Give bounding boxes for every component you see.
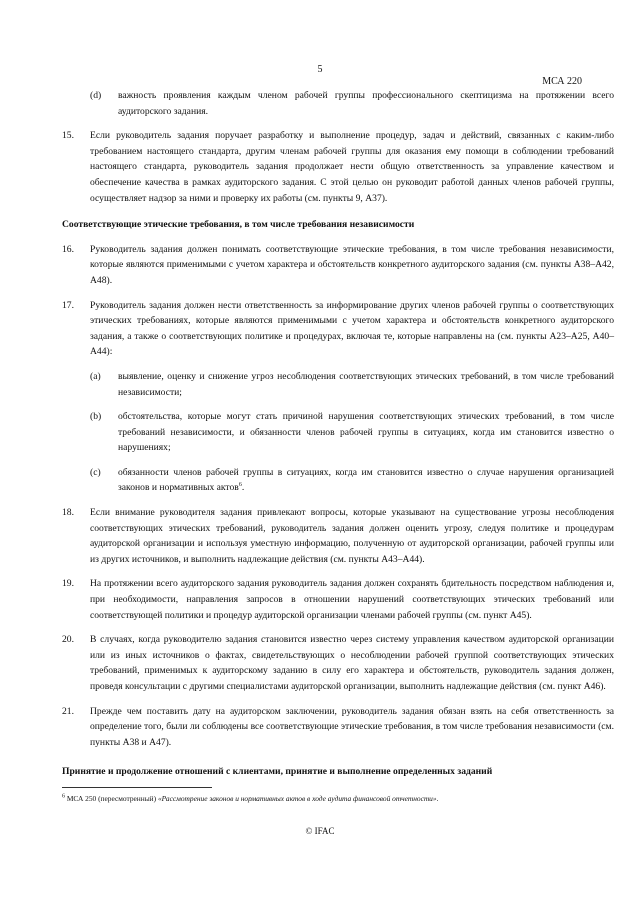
paragraph-18 [62,505,614,567]
paragraph-21 [62,704,614,751]
paragraph-text: Руководитель задания должен понимать соответствующие этические требования, в том числе требования независимости, которые являются применимыми с учетом характера и обстоятельств конкретного аудиторского задания (см. пункты А38–А42, А48). [90,243,614,286]
paragraph-15 [62,128,614,206]
paragraph-number: 20. [62,634,74,646]
item-label: (b) [90,411,102,423]
paragraph-text: В случаях, когда руководителю задания становится известно через систему управления качеством аудиторской организации или из иных источников о фактах, свидетельствующих о несоблюдении рабочей группой соответствующих этических требований, применимых к аудиторскому заданию в силу его характера и обстоятельств, руководитель задания должен, проведя консультации с другими специалистами аудиторской организации, выполнить надлежащие действия (см. пункт А46). [90,634,614,692]
paragraph-text: На протяжении всего аудиторского задания руководитель задания должен сохранять бдительность посредством наблюдения и, при необходимости, направления запросов в отношении нарушений соответствующих этических требований или соответствующей политики и процедур аудиторской организации членами рабочей группы (см. пункт А45). [90,578,614,621]
footnote-title: «Рассмотрение законов и нормативных актов в ходе аудита финансовой отчетности» [157,794,437,803]
copyright: © IFAC [305,826,335,836]
list-item-b [90,409,614,456]
paragraph-number: 18. [62,507,74,519]
item-end: . [241,482,245,494]
paragraph-text: Прежде чем поставить дату на аудиторском заключении, руководитель задания обязан взять на себя ответственность за определение того, были ли соблюдены все соответствующие этические требования, в том числе требования независимости (см. пункты А38 и А47). [90,705,614,748]
footnote [62,794,622,804]
standard-id: МСА 220 [542,76,582,87]
item-text-wrap [118,465,614,496]
item-text: выявление, оценку и снижение угроз несоблюдения соответствующих этических требований, в том числе требований независимости; [118,370,614,398]
paragraph-text: Руководитель задания должен нести ответственность за информирование других членов рабочей группы о соответствующих этических требованиях, которые являются применимыми с учетом характера и обстоятельств конкретного аудиторского задания, а также о соответствующих политике и процедурах, включая те, которые направлены на (см. пункты А23–А25, А40–А44): [90,299,614,358]
paragraph-20 [62,632,614,694]
list-item-a [90,369,614,400]
item-label: (c) [90,466,101,478]
footnote-marker: 6 [62,793,65,800]
page-number: 5 [317,64,323,75]
paragraph-19 [62,576,614,623]
paragraph-16 [62,242,614,289]
item-text: обязанности членов рабочей группы в ситуациях, когда им становится известно о случае нарушения организацией законов и нормативных актов [118,466,614,494]
section-heading-ethics: Соответствующие этические требования, в том числе требования независимости [62,219,415,231]
continuation-item [90,88,614,119]
item-label: (d) [90,90,102,101]
paragraph-text: Если руководитель задания поручает разработку и выполнение процедур, задач и действий, связанных с каким-либо требованием настоящего стандарта, другим членам рабочей группы для оказания ему помощи в соблюдении требований настоящего стандарта, руководитель задания продолжает нести общую ответственность за управление качеством и обеспечение качества в рамках аудиторского задания. С этой целью он руководит работой данных членов рабочей группы, осуществляет надзор за ними и проверку их работы (см. пункты 9, А37). [90,130,614,204]
item-label: (a) [90,370,101,382]
section-heading-acceptance: Принятие и продолжение отношений с клиентами, принятие и выполнение определенных заданий [62,766,493,778]
paragraph-number: 21. [62,705,74,717]
item-text: обстоятельства, которые могут стать причиной нарушения соответствующих этических требований, в том числе требований независимости, и обязанности членов рабочей группы в ситуациях, когда им становится известно о нарушениях; [118,411,614,454]
document-body [62,88,614,783]
paragraph-number: 15. [62,130,74,142]
footnote-end: . [436,794,439,803]
footnote-reference[interactable]: 6 [238,482,242,489]
paragraph-number: 16. [62,243,74,255]
paragraph-number: 17. [62,299,74,311]
list-item-c [90,465,614,496]
footnote-divider [62,787,212,788]
paragraph-17 [62,298,614,360]
item-text: важность проявления каждым членом рабочей группы профессионального скептицизма на протяжении всего аудиторского задания. [118,90,614,117]
footnote-source: МСА 250 (пересмотренный) [65,794,158,803]
paragraph-number: 19. [62,578,74,590]
paragraph-text: Если внимание руководителя задания привлекают вопросы, которые указывают на существование угрозы несоблюдения соответствующих этических требований, руководитель задания должен оценить угрозу, следуя политике и процедурам аудиторской организации и используя уместную информацию, полученную от аудиторской организации, рабочей группы или из других источников, и выполнить надлежащие действия (см. пункты А43–А44). [90,507,614,565]
